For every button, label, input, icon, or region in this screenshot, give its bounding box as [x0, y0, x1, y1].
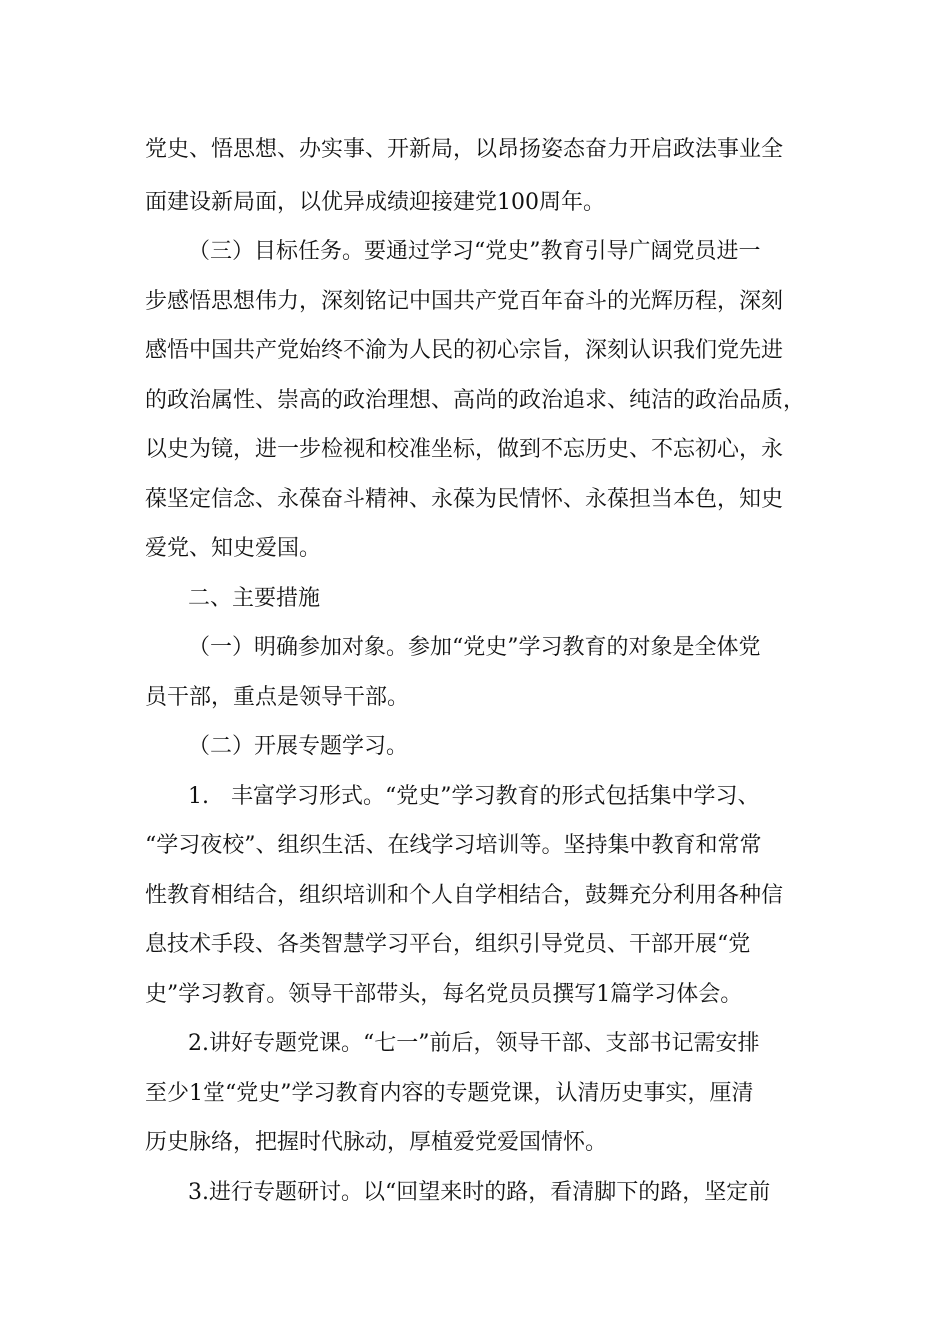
text-line: 爱党、知史爱国。 — [145, 536, 322, 561]
text-line: 葆坚定信念、永葆奋斗精神、永葆为民情怀、永葆担当本色，知史 — [145, 487, 784, 512]
text-line: （二）开展专题学习。 — [188, 734, 409, 759]
text-line: （三）目标任务。要通过学习“党史”教育引导广阔党员进一 — [188, 239, 761, 264]
text-line: “学习夜校”、组织生活、在线学习培训等。坚持集中教育和常常 — [145, 833, 762, 858]
text-line: 2.讲好专题党课。“七一”前后，领导干部、支部书记需安排 — [188, 1031, 760, 1056]
text-line: 感悟中国共产党始终不渝为人民的初心宗旨，深刻认识我们党先进 — [145, 338, 784, 363]
text-line: 以史为镜，进一步检视和校准坐标，做到不忘历史、不忘初心，永 — [145, 437, 784, 462]
text-line: 史”学习教育。领导干部带头，每名党员员撰写1篇学习体会。 — [145, 982, 743, 1007]
text-line: 党史、悟思想、办实事、开新局，以昂扬姿态奋力开启政法事业全 — [145, 137, 784, 162]
text-line: 面建设新局面，以优异成绩迎接建党100周年。 — [145, 190, 605, 215]
text-line: 1. 丰富学习形式。“党史”学习教育的形式包括集中学习、 — [188, 784, 760, 809]
text-line: 的政治属性、崇高的政治理想、高尚的政治追求、纯洁的政治品质， — [145, 388, 806, 413]
text-line: 至少1堂“党史”学习教育内容的专题党课，认清历史事实，厘清 — [145, 1081, 754, 1106]
text-line: 历史脉络，把握时代脉动，厚植爱党爱国情怀。 — [145, 1130, 608, 1155]
text-line: 3.进行专题研讨。以“回望来时的路，看清脚下的路，坚定前 — [188, 1180, 771, 1205]
text-line: 息技术手段、各类智慧学习平台，组织引导党员、干部开展“党 — [145, 932, 751, 957]
text-line: 性教育相结合，组织培训和个人自学相结合，鼓舞充分利用各种信 — [145, 883, 784, 908]
text-line: 员干部，重点是领导干部。 — [145, 685, 410, 710]
text-line: （一）明确参加对象。参加“党史”学习教育的对象是全体党 — [188, 635, 761, 660]
text-line: 步感悟思想伟力，深刻铭记中国共产党百年奋斗的光辉历程，深刻 — [145, 289, 784, 314]
section-heading: 二、主要措施 — [188, 586, 321, 611]
